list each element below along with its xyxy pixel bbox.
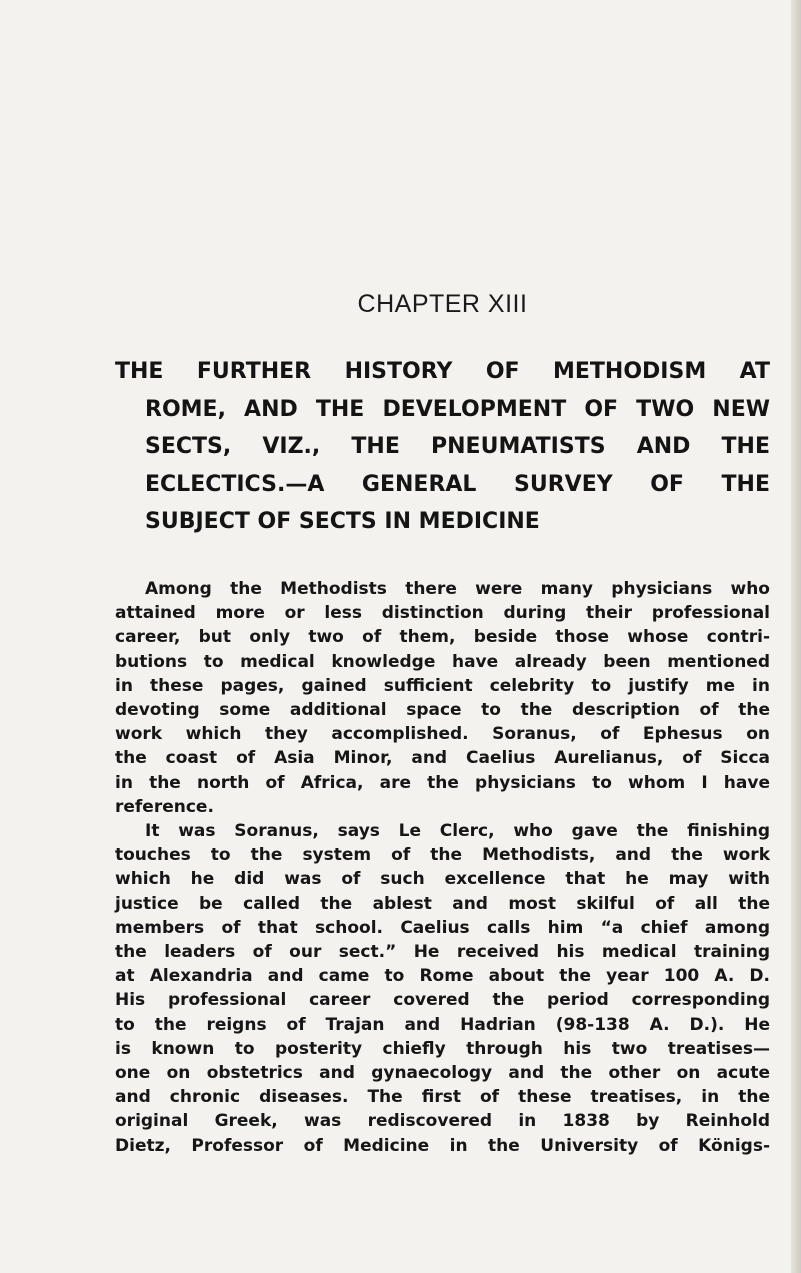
text-line: in the north of Africa, are the physicians to whom I have	[115, 772, 770, 793]
text-line: to the reigns of Trajan and Hadrian (98-138 A. D.). He	[115, 1014, 770, 1035]
text-line: reference.	[115, 796, 214, 817]
text-line: one on obstetrics and gynaecology and the other on acute	[115, 1063, 770, 1084]
text-line: devoting some additional space to the description of the	[115, 700, 770, 721]
text-line: Dietz, Professor of Medicine in the University of Königs-	[115, 1135, 770, 1156]
chapter-title-line: ECLECTICS.—A GENERAL SURVEY OF THE	[145, 471, 770, 497]
text-line: attained more or less distinction during their professional	[115, 603, 770, 624]
body-text	[115, 577, 770, 1158]
paragraph-2	[115, 819, 770, 1158]
page-edge-shadow	[791, 0, 801, 1273]
chapter-title-line: SECTS, VIZ., THE PNEUMATISTS AND THE	[145, 434, 770, 459]
text-line: touches to the system of the Methodists, and the work	[115, 845, 770, 866]
text-line: It was Soranus, says Le Clerc, who gave the finishing	[145, 821, 770, 842]
text-line: butions to medical knowledge have already been mentioned	[115, 651, 770, 672]
text-line: original Greek, was rediscovered in 1838 by Reinhold	[115, 1111, 770, 1132]
chapter-title-line: SUBJECT OF SECTS IN MEDICINE	[145, 509, 540, 534]
text-line: Among the Methodists there were many physicians who	[145, 579, 770, 599]
text-line: and chronic diseases. The first of these treatises, in the	[115, 1087, 770, 1108]
text-line: work which they accomplished. Soranus, of Ephesus on	[115, 724, 770, 745]
chapter-heading: CHAPTER XIII	[357, 290, 528, 318]
text-line: career, but only two of them, beside those whose contri-	[115, 627, 770, 648]
text-line: in these pages, gained sufficient celebrity to justify me in	[115, 675, 770, 696]
text-line: is known to posterity chiefly through his two treatises—	[115, 1038, 770, 1059]
text-line: justice be called the ablest and most skilful of all the	[115, 893, 770, 914]
text-line: at Alexandria and came to Rome about the year 100 A. D.	[115, 966, 770, 987]
text-line: His professional career covered the period corresponding	[115, 990, 770, 1011]
chapter-title-line: ROME, AND THE DEVELOPMENT OF TWO NEW	[145, 396, 770, 422]
text-line: the leaders of our sect.” He received his medical training	[115, 942, 770, 963]
text-line: the coast of Asia Minor, and Caelius Aurelianus, of Sicca	[115, 748, 770, 769]
paragraph-1	[115, 577, 770, 819]
chapter-title-line: THE FURTHER HISTORY OF METHODISM AT	[115, 359, 770, 384]
text-line: which he did was of such excellence that he may with	[115, 869, 770, 890]
text-line: members of that school. Caelius calls him “a chief among	[115, 917, 770, 938]
chapter-title	[115, 353, 770, 541]
